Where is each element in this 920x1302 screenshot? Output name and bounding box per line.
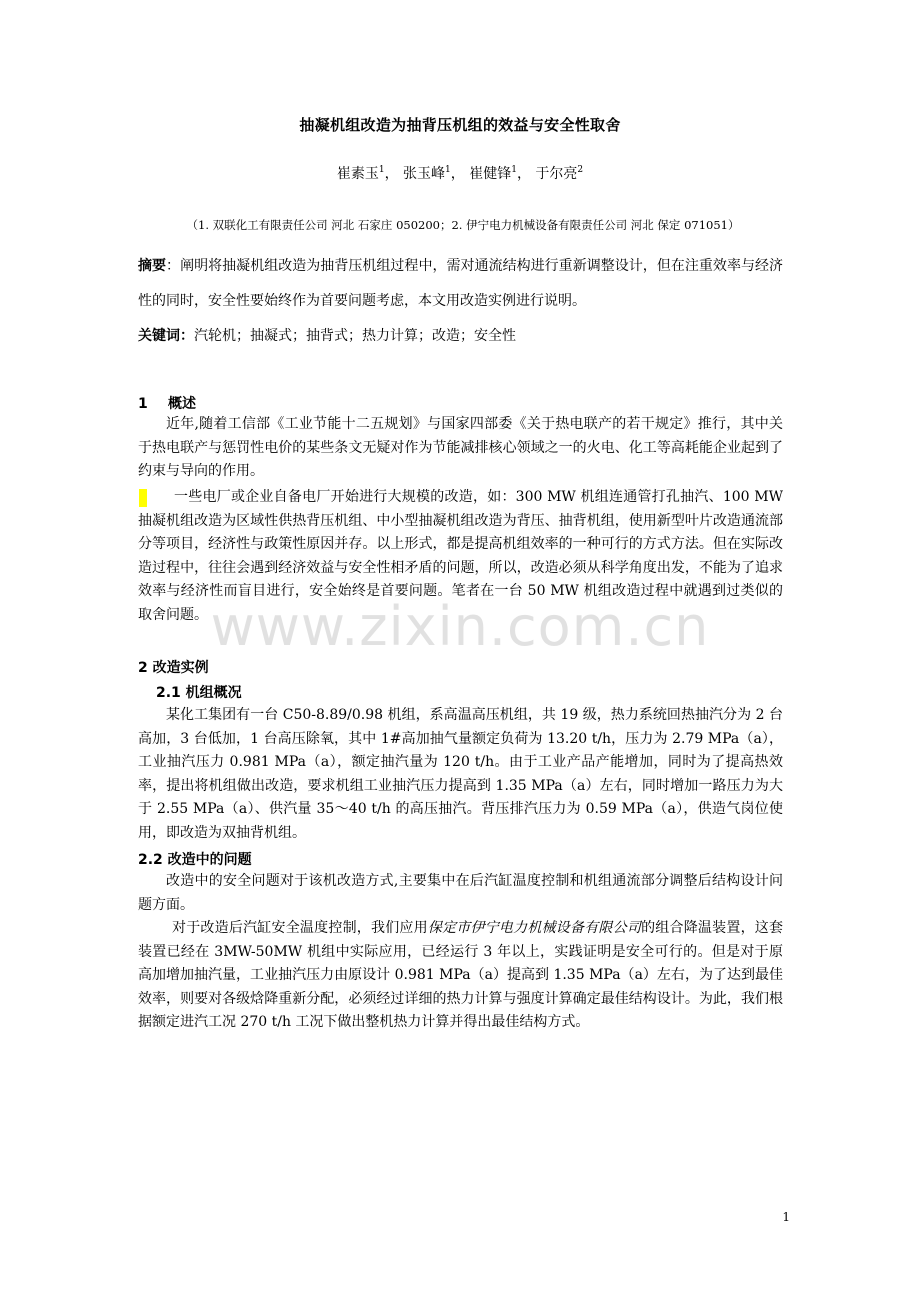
author-name: 崔素玉 xyxy=(336,166,379,182)
author-affiliation-mark: 2 xyxy=(577,165,584,175)
section-1-heading xyxy=(138,393,196,413)
subsection-2-1-heading: 2.1 机组概况 xyxy=(156,685,242,701)
subsection-2-2-paragraph-2 xyxy=(138,917,783,1035)
subsection-2-2-paragraph-1: 改造中的安全问题对于该机改造方式,主要集中在后汽缸温度控制和机组通流部分调整后结构设计问题方面。 xyxy=(138,873,783,913)
page-number: 1 xyxy=(782,1210,790,1224)
author-name: 张玉峰 xyxy=(403,166,446,182)
author-list xyxy=(0,163,920,183)
section-1-paragraph-1: 近年,随着工信部《工业节能十二五规划》与国家四部委《关于热电联产的若干规定》推行，其中关于热电联产与惩罚性电价的某些条文无疑对作为节能减排核心领域之一的火电、化工等高耗能企业起到了约束与导向的作用。 xyxy=(138,416,783,479)
section-2-heading: 2 改造实例 xyxy=(138,660,209,676)
author-name: 崔健锋 xyxy=(469,166,512,182)
abstract xyxy=(138,249,783,319)
author-name: 于尔亮 xyxy=(535,166,578,182)
paragraph-text: 的组合降温装置，这套装置已经在 3MW-50MW 机组中实际应用，已经运行 3 年以上，实践证明是安全可行的。但是对于原高加增加抽汽量，工业抽汽压力由原设计 0.981 MPa（a）提高到 1.35 MPa（a）左右，为了达到最佳效率，则要对各级焓降重新分配，必须经过详细的热力计算与强度计算确定最佳结构设计。为此，我们根据额定进汽工况 270 t/h 工况下做出整机热力计算并得出最佳结构方式。 xyxy=(138,920,784,1030)
company-name-italic: 保定市伊宁电力机械设备有限公司 xyxy=(427,920,642,936)
author-separator: ， xyxy=(450,166,465,182)
author-affiliation-mark: 1 xyxy=(378,165,385,175)
section-1-paragraph-2: 一些电厂或企业自备电厂开始进行大规模的改造，如：300 MW 机组连通管打孔抽汽、100 MW 抽凝机组改造为区域性供热背压机组、中小型抽凝机组改造为背压、抽背机组，使用新型叶片改造通流部分等项目，经济性与政策性原因并存。以上形式，都是提高机组效率的一种可行的方式方法。但在实际改造过程中，往往会遇到经济效益与安全性相矛盾的问题，所以，改造必须从科学角度出发，不能为了追求效率与经济性而盲目进行，安全始终是首要问题。笔者在一台 50 MW 机组改造过程中就遇到过类似的取舍问题。 xyxy=(138,489,783,623)
author-affiliation-mark: 1 xyxy=(511,165,517,175)
section-number: 1 xyxy=(138,396,148,412)
keywords-text: 汽轮机；抽凝式；抽背式；热力计算；改造；安全性 xyxy=(194,328,516,344)
abstract-text: 阐明将抽凝机组改造为抽背压机组过程中，需对通流结构进行重新调整设计，但在注重效率与经济性的同时，安全性要始终作为首要问题考虑，本文用改造实例进行说明。 xyxy=(138,258,784,309)
subsection-2-1-paragraph: 某化工集团有一台 C50-8.89/0.98 机组，系高温高压机组，共 19 级，热力系统回热抽汽分为 2 台高加，3 台低加，1 台高压除氧，其中 1#高加抽气量额定负荷为 13.20 t/h，压力为 2.79 MPa（a），工业抽汽压力 0.981 MPa（a），额定抽汽量为 120 t/h。由于工业产品产能增加，同时为了提高热效率，提出将机组做出改造，要求机组工业抽汽压力提高到 1.35 MPa（a）左右，同时增加一路压力为大于 2.55 MPa（a）、供汽量 35～40 t/h 的高压抽汽。背压排汽压力为 0.59 MPa（a），供造气岗位使用，即改造为双抽背机组。 xyxy=(138,707,783,841)
subsection-2-2-heading: 2.2 改造中的问题 xyxy=(138,852,252,868)
author-separator: ， xyxy=(384,166,399,182)
author-affiliation-mark: 1 xyxy=(445,165,451,175)
keywords-label: 关键词： xyxy=(138,328,194,344)
keywords xyxy=(138,319,783,354)
paragraph-text: 对于改造后汽缸安全温度控制，我们应用 xyxy=(172,920,428,936)
author-separator: ， xyxy=(516,166,531,182)
watermark: www.zixin.com.cn xyxy=(210,595,710,658)
paper-title: 抽凝机组改造为抽背压机组的效益与安全性取舍 xyxy=(299,116,621,134)
affiliation-line: （1. 双联化工有限责任公司 河北 石家庄 050200；2. 伊宁电力机械设备有限责任公司 河北 保定 071051） xyxy=(186,218,740,232)
abstract-label: 摘要 xyxy=(138,258,167,274)
section-title: 概述 xyxy=(168,396,196,412)
abstract-colon: ： xyxy=(166,258,181,274)
